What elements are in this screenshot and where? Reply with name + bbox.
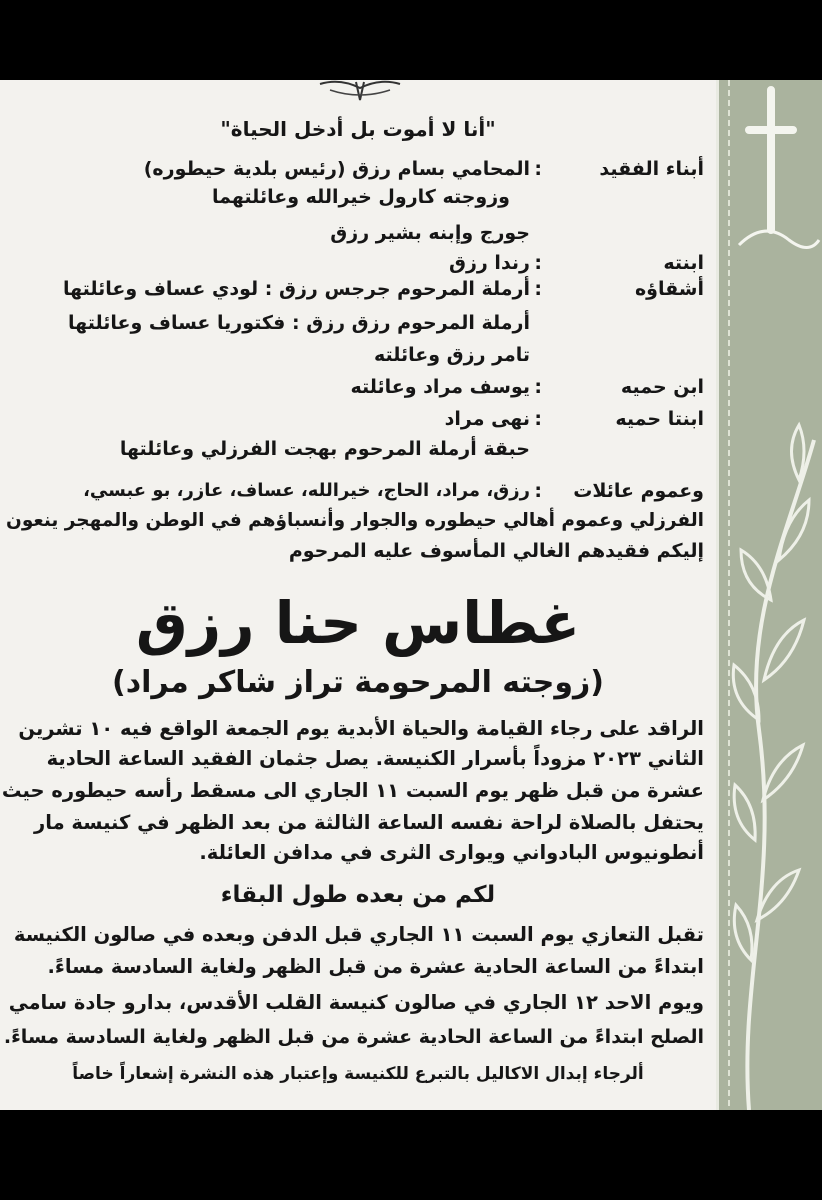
siblings-line-1: أرملة المرحوم جرجس رزق : لودي عساف وعائلتها — [62, 278, 530, 300]
daughter-label: ابنته — [663, 252, 704, 274]
soninlaw-name: يوسف مراد وعائلته — [350, 376, 530, 398]
families-names: رزق، مراد، الحاج، خيرالله، عساف، عازر، بو عبسي، — [83, 480, 530, 501]
daughtersinlaw-label: ابنتا حميه — [615, 408, 704, 430]
sons-line-3: جورج وإبنه بشير رزق — [330, 222, 530, 244]
closing-note: ألرجاء إبدال الاكاليل بالتبرع للكنيسة وإعتبار هذه النشرة إشعاراً خاصاً — [72, 1064, 644, 1084]
notice-body: "أنا لا أموت بل أدخل الحياة" أبناء الفقيد : المحامي بسام رزق (رئيس بلدية حيطوره) وزوجته كارول خيرالله وعائلتهما جورج وإبنه بشير رزق ابنته : رندا رزق أشقاؤه : أرملة المرحوم جرجس رزق : لودي عساف وعائلتها أرملة المرحوم رزق رزق : فكتوريا عساف وعائلتها تامر رزق وعائلته ابن حميه : يوسف مراد وعائلته ابنتا حميه : نهى مراد حبقة أرملة المرحوم بهجت الفرزلي وعائلتها وعموم عائلات : رزق، مراد، الحاج، خيرالله، عساف، عازر، بو عبسي، الفرزلي وعموم أهالي حيطوره والجوار وأنسباؤهم في الوطن والمهجر ينعون إليكم فقيدهم الغالي المأسوف عليه المرحوم غطاس حنا رزق (زوجته المرحومة تراز شاكر مراد) الراقد على رجاء القيامة والحياة الأبدية يوم الجمعة الواقع فيه ١٠ تشرين الثاني ٢٠٢٣ مزوداً بأسرار الكنيسة. يصل جثمان الفقيد الساعة الحادية عشرة من قبل ظهر يوم السبت ١١ الجاري الى مسقط رأسه حيطوره حيث يحتفل بالصلاة لراحة نفسه الساعة الثالثة من بعد الظهر في كنيسة مار أنطونيوس البادواني ويوارى الثرى في مدافن العائلة. لكم من بعده طول البقاء تقبل التعازي يوم السبت ١١ الجاري قبل الدفن وبعده في صالون الكنيسة ابتداءً من الساعة الحادية عشرة من قبل الظهر ولغاية السادسة مساءً. ويوم الاحد ١٢ الجاري في صالون كنيسة القلب الأقدس، بدارو جادة سامي الصلح ابتداءً من الساعة الحادية عشرة من قبل الظهر ولغاية السادسة مساءً. ألرجاء إبدال الاكاليل بالتبرع للكنيسة وإعتبار هذه النشرة إشعاراً خاصاً — [0, 80, 716, 1110]
sons-line-2: وزوجته كارول خيرالله وعائلتهما — [212, 186, 510, 208]
sons-line-1: المحامي بسام رزق (رئيس بلدية حيطوره) — [143, 158, 530, 180]
funeral-line-5: أنطونيوس البادواني ويوارى الثرى في مدافن العائلة. — [199, 841, 704, 864]
obituary-notice — [0, 80, 822, 1110]
funeral-line-4: يحتفل بالصلاة لراحة نفسه الساعة الثالثة من بعد الظهر في كنيسة مار — [34, 811, 704, 834]
soninlaw-label: ابن حميه — [620, 376, 704, 398]
condolence-line-2: ابتداءً من الساعة الحادية عشرة من قبل الظهر ولغاية السادسة مساءً. — [47, 955, 704, 978]
funeral-line-1: الراقد على رجاء القيامة والحياة الأبدية يوم الجمعة الواقع فيه ١٠ تشرين — [18, 717, 704, 740]
wife-line: (زوجته المرحومة تراز شاكر مراد) — [112, 665, 604, 700]
decorative-border — [716, 80, 822, 1110]
families-line-3: إليكم فقيدهم الغالي المأسوف عليه المرحوم — [288, 540, 704, 562]
families-label: وعموم عائلات — [573, 480, 704, 502]
deceased-name: غطاس حنا رزق — [135, 589, 581, 657]
siblings-line-3: تامر رزق وعائلته — [373, 344, 530, 366]
condolence-line-4: الصلح ابتداءً من الساعة الحادية عشرة من قبل الظهر ولغاية السادسة مساءً. — [3, 1026, 704, 1048]
daughter-name: رندا رزق — [448, 252, 530, 274]
families-line-2: الفرزلي وعموم أهالي حيطوره والجوار وأنسباؤهم في الوطن والمهجر ينعون — [6, 510, 704, 531]
funeral-line-2: الثاني ٢٠٢٣ مزوداً بأسرار الكنيسة. يصل جثمان الفقيد الساعة الحادية — [46, 747, 704, 770]
condolence-line-3: ويوم الاحد ١٢ الجاري في صالون كنيسة القلب الأقدس، بدارو جادة سامي — [8, 991, 704, 1014]
siblings-label: أشقاؤه — [634, 278, 704, 300]
funeral-line-3: عشرة من قبل ظهر يوم السبت ١١ الجاري الى مسقط رأسه حيطوره حيث — [1, 779, 704, 802]
opening-quote: "أنا لا أموت بل أدخل الحياة" — [220, 117, 496, 141]
cross-and-olive-branch-icon — [719, 80, 822, 1110]
daughtersinlaw-line-2: حبقة أرملة المرحوم بهجت الفرزلي وعائلتها — [119, 438, 530, 460]
siblings-line-2: أرملة المرحوم رزق رزق : فكتوريا عساف وعائلتها — [68, 312, 530, 334]
condolence-line-1: تقبل التعازي يوم السبت ١١ الجاري قبل الدفن وبعده في صالون الكنيسة — [13, 923, 704, 946]
sons-label: أبناء الفقيد — [599, 158, 704, 180]
condolence-heading: لكم من بعده طول البقاء — [220, 882, 496, 908]
daughtersinlaw-line-1: نهى مراد — [444, 408, 530, 430]
